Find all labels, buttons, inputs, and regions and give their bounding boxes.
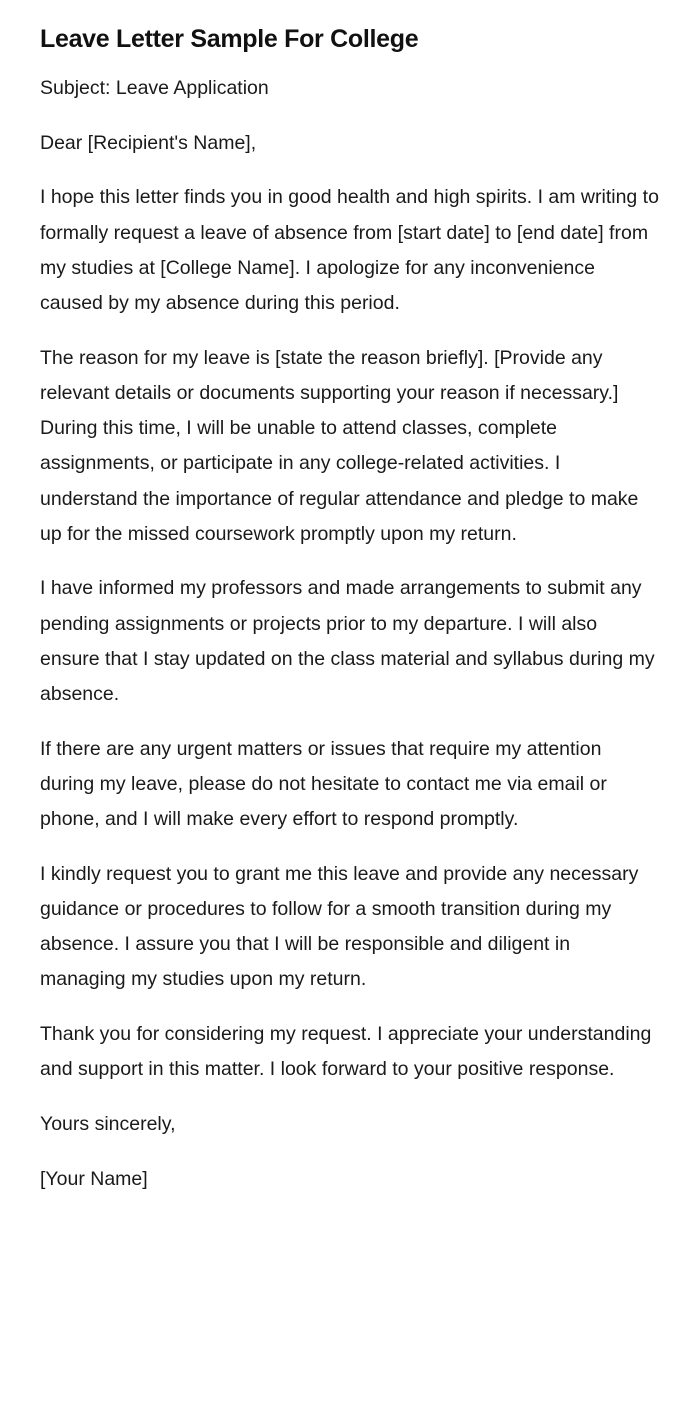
letter-title: Leave Letter Sample For College	[40, 25, 419, 53]
body-paragraph-1: I hope this letter finds you in good health and high spirits. I am writing to formally request a leave of absence from [start date] to [end date] from my studies at [College Name]. I apologize for any inconvenience caused by my absence during this period.	[40, 186, 659, 315]
body-paragraph-2: The reason for my leave is [state the reason briefly]. [Provide any relevant details or documents supporting your reason if necessary.] During this time, I will be unable to attend classes, complete assignments, or participate in any college-related activities. I understand the importance of regular attendance and pledge to make up for the missed coursework promptly upon my return.	[40, 346, 639, 545]
body-paragraph-6: Thank you for considering my request. I appreciate your understanding and support in this matter. I look forward to your positive response.	[40, 1023, 652, 1081]
body-paragraph-3: I have informed my professors and made arrangements to submit any pending assignments or projects prior to my departure. I will also ensure that I stay updated on the class material and syllabus during my absence.	[40, 577, 655, 706]
body-paragraph-4: If there are any urgent matters or issues that require my attention during my leave, please do not hesitate to contact me via email or phone, and I will make every effort to respond promptly.	[40, 737, 607, 831]
letter-salutation: Dear [Recipient's Name],	[40, 131, 257, 154]
letter-closing: Yours sincerely,	[40, 1113, 176, 1136]
body-paragraph-5: I kindly request you to grant me this leave and provide any necessary guidance or procedures to follow for a smooth transition during my absence. I assure you that I will be responsible and diligent in managing my studies upon my return.	[40, 862, 639, 991]
letter-subject: Subject: Leave Application	[40, 77, 269, 99]
letter-signature: [Your Name]	[40, 1167, 148, 1190]
